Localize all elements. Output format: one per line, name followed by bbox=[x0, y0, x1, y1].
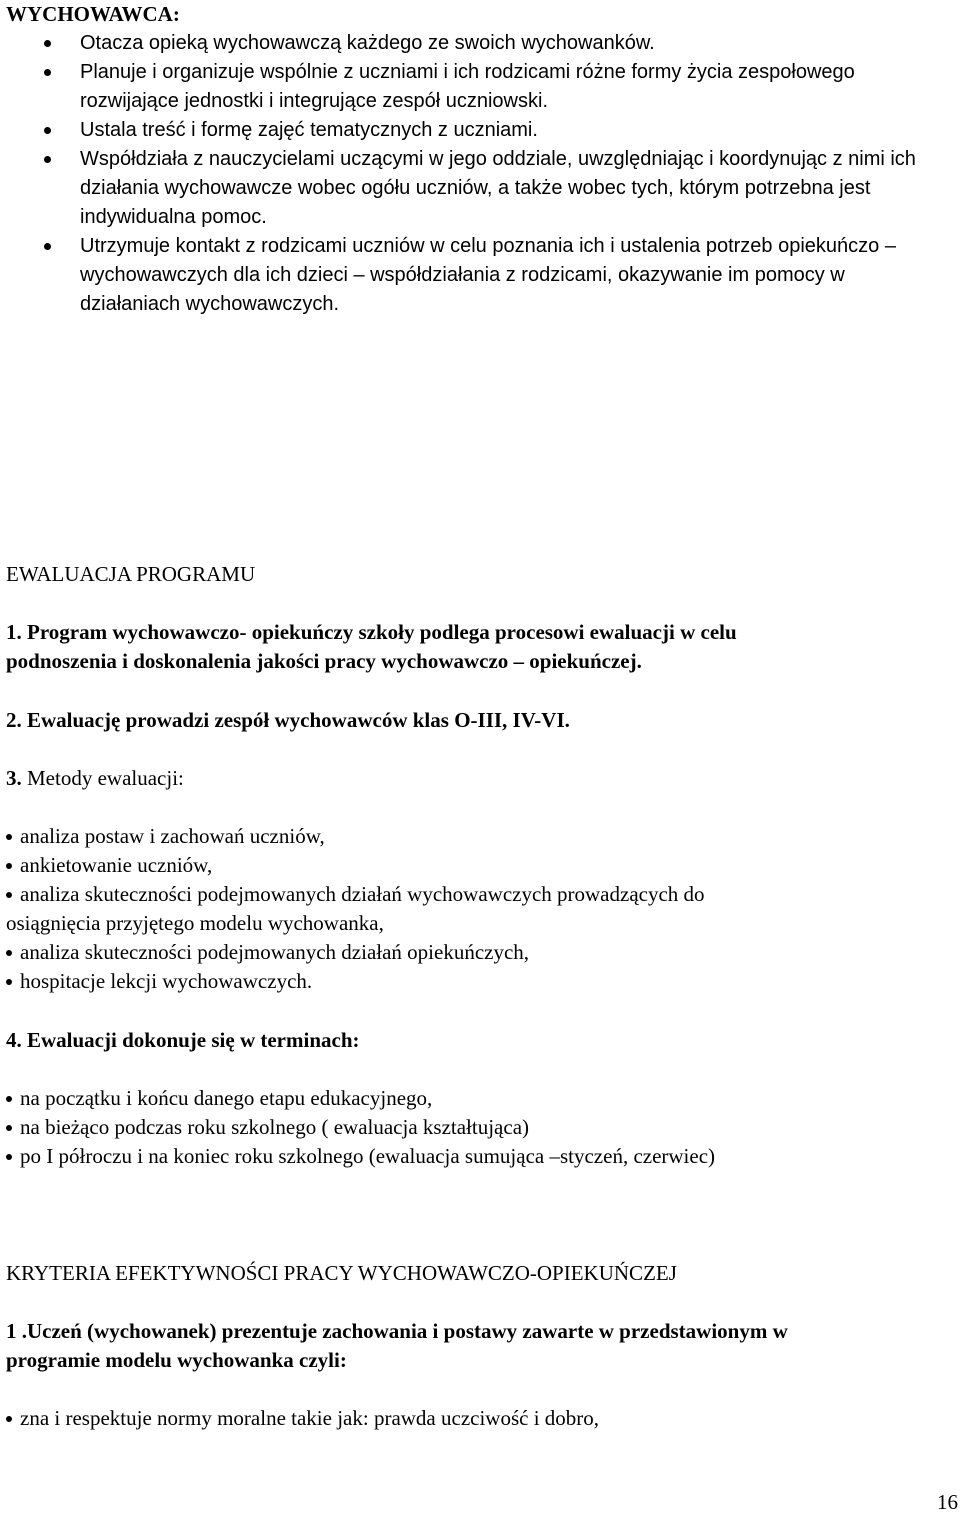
section-heading-kryteria: KRYTERIA EFEKTYWNOŚCI PRACY WYCHOWAWCZO-OPIEKUŃCZEJ bbox=[6, 1261, 677, 1285]
evaluation-point-3: 3. Metody ewaluacji: bbox=[6, 766, 184, 790]
bullet-icon bbox=[6, 834, 12, 840]
list-item: ankietowanie uczniów, bbox=[6, 851, 705, 880]
evaluation-point-4: 4. Ewaluacji dokonuje się w terminach: bbox=[6, 1028, 360, 1052]
list-item: Planuje i organizuje wspólnie z uczniami i ich rodzicami różne formy życia zespołowego rozwijające jednostki i integrujące zespół uczniowski. bbox=[6, 58, 956, 116]
evaluation-point-2: 2. Ewaluację prowadzi zespół wychowawców klas O-III, IV-VI. bbox=[6, 708, 570, 732]
list-item: zna i respektuje normy moralne takie jak: prawda uczciwość i dobro, bbox=[6, 1404, 599, 1433]
page-number: 16 bbox=[937, 1490, 958, 1514]
list-item: analiza skuteczności podejmowanych działań opiekuńczych, bbox=[6, 938, 705, 967]
list-item: na początku i końcu danego etapu edukacyjnego, bbox=[6, 1084, 715, 1113]
list-item: Otacza opieką wychowawczą każdego ze swoich wychowanków. bbox=[6, 29, 956, 58]
section-heading-ewaluacja: EWALUACJA PROGRAMU bbox=[6, 562, 256, 586]
bullet-icon bbox=[6, 950, 12, 956]
bullet-icon bbox=[44, 69, 51, 76]
bullet-icon bbox=[6, 1154, 12, 1160]
bullet-icon bbox=[6, 1125, 12, 1131]
bullet-icon bbox=[44, 156, 51, 163]
bullet-icon bbox=[6, 1416, 12, 1422]
bullet-icon bbox=[6, 1096, 12, 1102]
bullet-icon bbox=[6, 892, 12, 898]
criteria-point-1: 1 .Uczeń (wychowanek) prezentuje zachowania i postawy zawarte w przedstawionym w programie modelu wychowanka czyli: bbox=[6, 1319, 788, 1372]
evaluation-terms-list bbox=[6, 1084, 715, 1171]
bullet-icon bbox=[44, 40, 51, 47]
bullet-icon bbox=[44, 243, 51, 250]
list-item: Współdziała z nauczycielami uczącymi w jego oddziale, uwzględniając i koordynując z nimi ich działania wychowawcze wobec ogółu uczniów, a także wobec tych, którym potrzebna jest indywidualna pomoc. bbox=[6, 145, 956, 232]
list-item: na bieżąco podczas roku szkolnego ( ewaluacja kształtująca) bbox=[6, 1113, 715, 1142]
list-item: Ustala treść i formę zajęć tematycznych z uczniami. bbox=[6, 116, 956, 145]
section-heading-wychowawca: WYCHOWAWCA: bbox=[6, 2, 180, 26]
criteria-list bbox=[6, 1404, 599, 1433]
bullet-icon bbox=[6, 979, 12, 985]
bullet-icon bbox=[6, 863, 12, 869]
list-item: Utrzymuje kontakt z rodzicami uczniów w celu poznania ich i ustalenia potrzeb opiekuńczo – wychowawczych dla ich dzieci – współdziałania z rodzicami, okazywanie im pomocy w działaniach wychowawczych. bbox=[6, 232, 956, 319]
evaluation-point-1: 1. Program wychowawczo- opiekuńczy szkoły podlega procesowi ewaluacji w celu podnoszenia i doskonalenia jakości pracy wychowawczo – opiekuńczej. bbox=[6, 620, 737, 673]
list-item: analiza postaw i zachowań uczniów, bbox=[6, 822, 705, 851]
bullet-icon bbox=[44, 127, 51, 134]
list-item: analiza skuteczności podejmowanych działań wychowawczych prowadzących do osiągnięcia przyjętego modelu wychowanka, bbox=[6, 882, 705, 935]
wychowawca-duties-list bbox=[6, 29, 956, 319]
list-item: po I półroczu i na koniec roku szkolnego (ewaluacja sumująca –styczeń, czerwiec) bbox=[6, 1142, 715, 1171]
evaluation-methods-list bbox=[6, 822, 705, 996]
list-item: hospitacje lekcji wychowawczych. bbox=[6, 967, 705, 996]
